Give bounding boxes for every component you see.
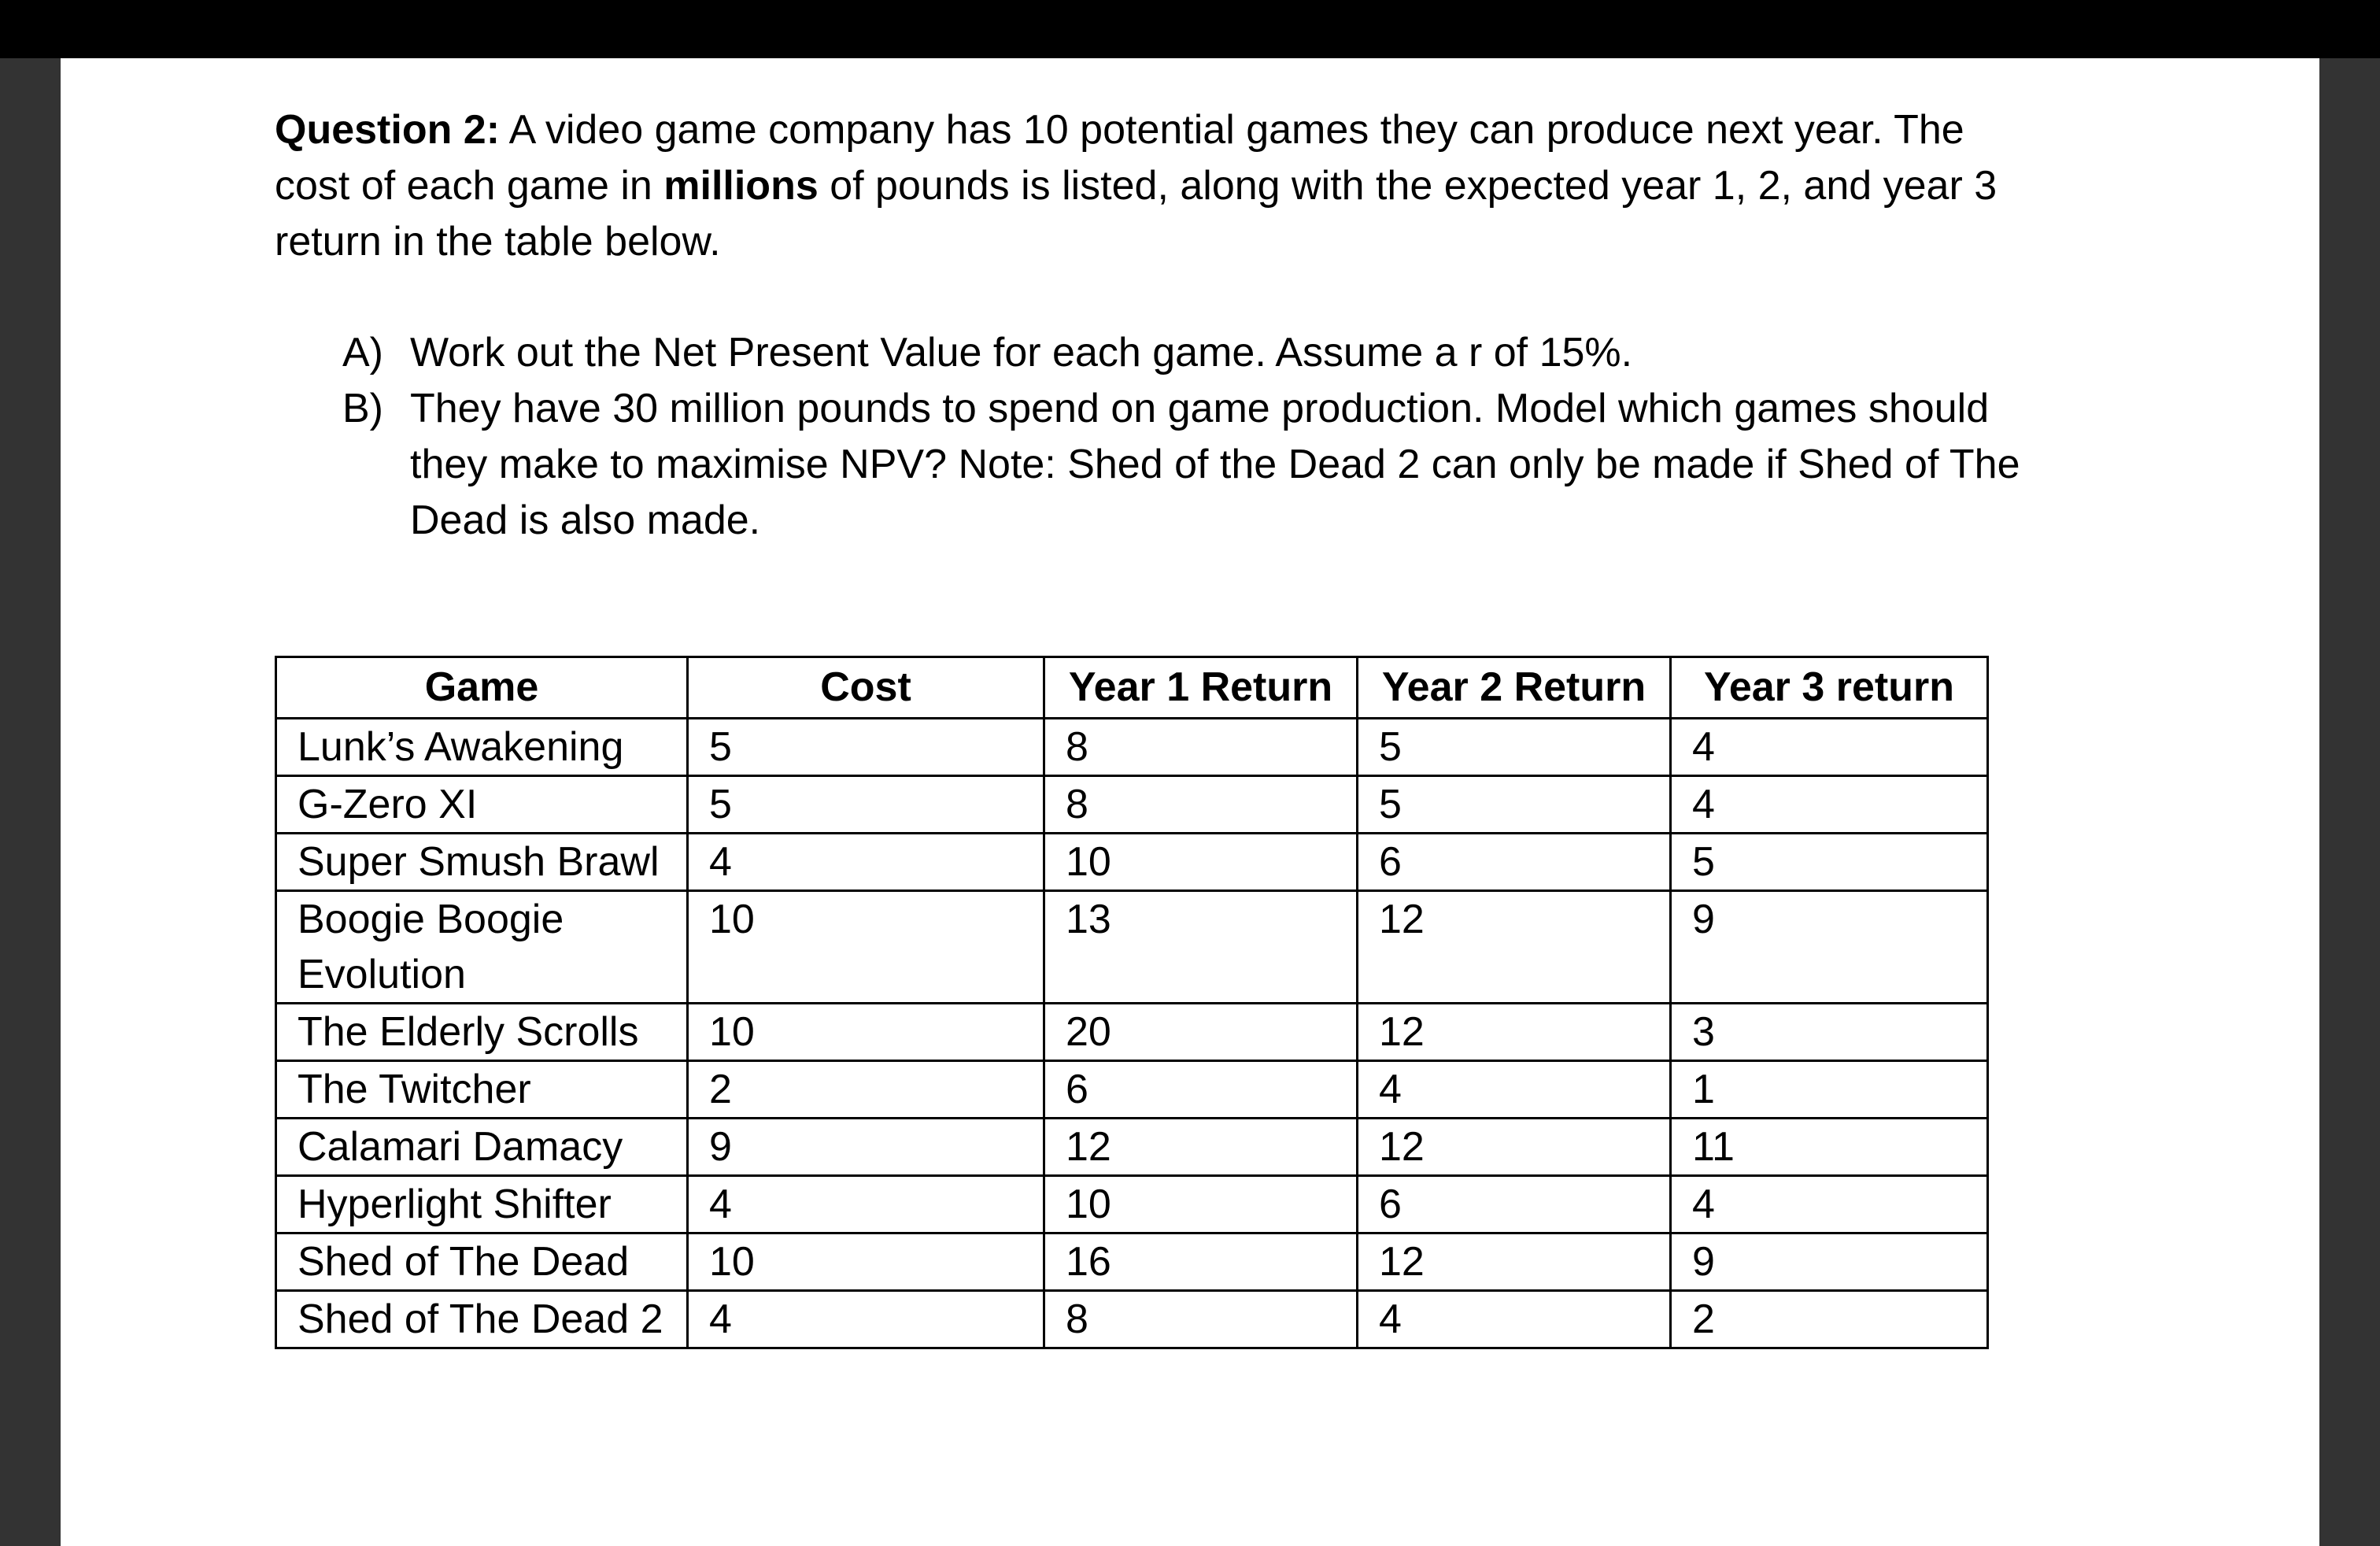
- cell-year2: 12: [1358, 1233, 1671, 1291]
- cell-year3: 11: [1671, 1119, 1988, 1176]
- cell-year3: 4: [1671, 776, 1988, 834]
- cell-year1: 8: [1044, 1291, 1358, 1348]
- cell-game: Shed of The Dead 2: [276, 1291, 688, 1348]
- header-game: Game: [276, 657, 688, 719]
- window-top-bar: [0, 0, 2380, 58]
- table-row: [276, 1061, 1988, 1119]
- cell-year2: 6: [1358, 834, 1671, 891]
- cell-cost: 10: [688, 891, 1044, 1004]
- question-text-2: of pounds is listed, along with the expected year 1, 2, and year 3 return in the table below.: [275, 163, 1998, 264]
- cell-year2: 6: [1358, 1176, 1671, 1233]
- cell-year3: 3: [1671, 1004, 1988, 1061]
- cell-year2: 12: [1358, 891, 1671, 1004]
- question-paragraph: [275, 102, 2046, 270]
- part-letter: B): [342, 386, 383, 431]
- cell-game: Hyperlight Shifter: [276, 1176, 688, 1233]
- question-label: Question 2:: [275, 107, 501, 153]
- table-row: [276, 1176, 1988, 1233]
- cell-cost: 4: [688, 1176, 1044, 1233]
- cell-cost: 4: [688, 1291, 1044, 1348]
- cell-year1: 12: [1044, 1119, 1358, 1176]
- cell-year3: 9: [1671, 1233, 1988, 1291]
- cell-year2: 5: [1358, 719, 1671, 776]
- cell-year1: 20: [1044, 1004, 1358, 1061]
- cell-cost: 10: [688, 1004, 1044, 1061]
- table-row: [276, 834, 1988, 891]
- part-text: They have 30 million pounds to spend on game production. Model which games should they make to maximise NPV? Note: Shed of the Dead 2 can only be made if Shed of The Dead is also made.: [410, 386, 2020, 543]
- cell-cost: 5: [688, 776, 1044, 834]
- part-text: Work out the Net Present Value for each game. Assume a r of 15%.: [410, 330, 1633, 375]
- table-row: [276, 776, 1988, 834]
- question-text-1: A video game company has 10 potential games they can produce next year. The cost of each game in: [275, 107, 1964, 209]
- cell-year1: 8: [1044, 719, 1358, 776]
- question-bold-word: millions: [663, 163, 819, 209]
- cell-game: Boogie Boogie Evolution: [276, 891, 688, 1004]
- cell-year3: 9: [1671, 891, 1988, 1004]
- part-letter: A): [342, 330, 383, 375]
- cell-year1: 16: [1044, 1233, 1358, 1291]
- question-block: [275, 102, 2046, 549]
- cell-game: Super Smush Brawl: [276, 834, 688, 891]
- cell-game: Lunk’s Awakening: [276, 719, 688, 776]
- table-header-row: [276, 657, 1988, 719]
- cell-year2: 4: [1358, 1061, 1671, 1119]
- cell-year1: 10: [1044, 1176, 1358, 1233]
- table-row: [276, 891, 1988, 1004]
- cell-year1: 8: [1044, 776, 1358, 834]
- cell-cost: 2: [688, 1061, 1044, 1119]
- header-cost: Cost: [688, 657, 1044, 719]
- cell-year2: 4: [1358, 1291, 1671, 1348]
- cell-cost: 5: [688, 719, 1044, 776]
- cell-year1: 10: [1044, 834, 1358, 891]
- cell-year3: 4: [1671, 719, 1988, 776]
- table-row: [276, 1119, 1988, 1176]
- table-row: [276, 1233, 1988, 1291]
- cell-cost: 4: [688, 834, 1044, 891]
- table-row: [276, 1291, 1988, 1348]
- cell-game: Shed of The Dead: [276, 1233, 688, 1291]
- part-b: [275, 381, 2046, 549]
- cell-year1: 13: [1044, 891, 1358, 1004]
- header-year1: Year 1 Return: [1044, 657, 1358, 719]
- cell-game: The Elderly Scrolls: [276, 1004, 688, 1061]
- cell-year2: 12: [1358, 1004, 1671, 1061]
- cell-cost: 9: [688, 1119, 1044, 1176]
- cell-year3: 2: [1671, 1291, 1988, 1348]
- table-row: [276, 1004, 1988, 1061]
- header-year2: Year 2 Return: [1358, 657, 1671, 719]
- cell-game: Calamari Damacy: [276, 1119, 688, 1176]
- cell-year3: 4: [1671, 1176, 1988, 1233]
- cell-year2: 5: [1358, 776, 1671, 834]
- cell-game: The Twitcher: [276, 1061, 688, 1119]
- cell-cost: 10: [688, 1233, 1044, 1291]
- part-a: [275, 325, 2046, 381]
- cell-year3: 1: [1671, 1061, 1988, 1119]
- question-parts: [275, 325, 2046, 549]
- games-table: [275, 656, 1989, 1349]
- cell-year1: 6: [1044, 1061, 1358, 1119]
- cell-game: G-Zero XI: [276, 776, 688, 834]
- table-row: [276, 719, 1988, 776]
- cell-year2: 12: [1358, 1119, 1671, 1176]
- cell-year3: 5: [1671, 834, 1988, 891]
- header-year3: Year 3 return: [1671, 657, 1988, 719]
